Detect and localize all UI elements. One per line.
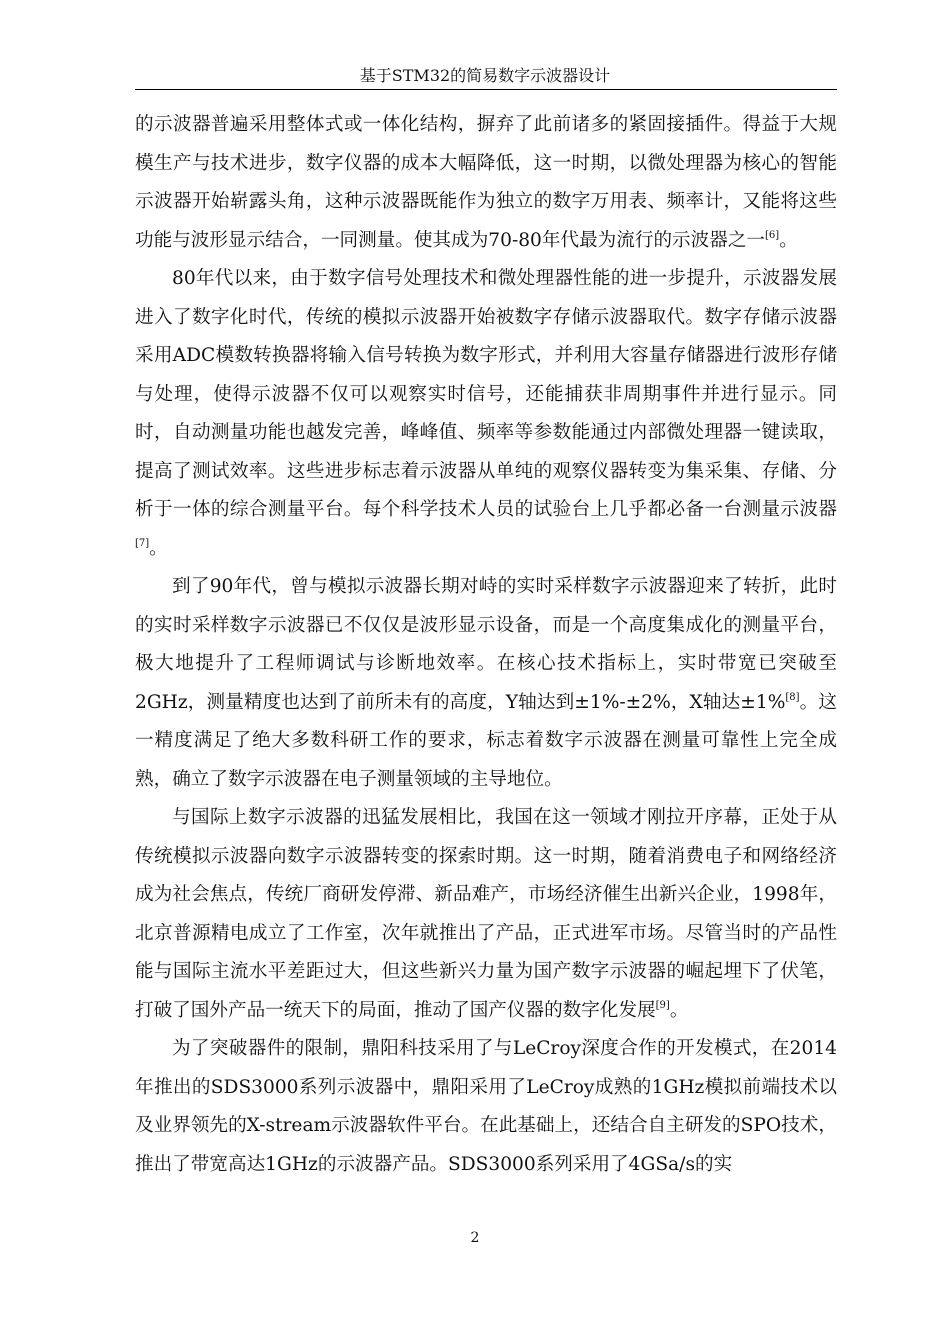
paragraph-1 bbox=[135, 106, 837, 260]
paragraph-2 bbox=[135, 260, 837, 568]
paragraph-tail: 。 bbox=[779, 229, 798, 251]
body-text bbox=[135, 106, 837, 1184]
paragraph-text: 到了90年代，曾与模拟示波器长期对峙的实时采样数字示波器迎来了转折，此时的实时采样数字示波器已不仅仅是波形显示设备，而是一个高度集成化的测量平台，极大地提升了工程师调试与诊断地效率。在核心技术指标上，实时带宽已突破至2GHz，测量精度也达到了前所未有的高度，Y轴达到±1%-±2%，X轴达±1% bbox=[135, 576, 837, 713]
paragraph-tail: 。 bbox=[149, 537, 168, 559]
paragraph-tail: 。这一精度满足了绝大多数科研工作的要求，标志着数字示波器在测量可靠性上完全成熟，确立了数字示波器在电子测量领域的主导地位。 bbox=[135, 691, 837, 790]
paragraph-text: 的示波器普遍采用整体式或一体化结构，摒弃了此前诸多的紧固接插件。得益于大规模生产与技术进步，数字仪器的成本大幅降低，这一时期，以微处理器为核心的智能示波器开始崭露头角，这种示波器既能作为独立的数字万用表、频率计，又能将这些功能与波形显示结合，一同测量。使其成为70-80年代最为流行的示波器之一 bbox=[135, 114, 837, 251]
paragraph-3 bbox=[135, 568, 837, 799]
paragraph-text: 与国际上数字示波器的迅猛发展相比，我国在这一领域才刚拉开序幕，正处于从传统模拟示波器向数字示波器转变的探索时期。这一时期，随着消费电子和网络经济成为社会焦点，传统厂商研发停滞、新品难产，市场经济催生出新兴企业，1998年，北京普源精电成立了工作室，次年就推出了产品，正式进军市场。尽管当时的产品性能与国际主流水平差距过大，但这些新兴力量为国产数字示波器的崛起埋下了伏笔，打破了国外产品一统天下的局面，推动了国产仪器的数字化发展 bbox=[135, 807, 837, 1021]
paragraph-text: 80年代以来，由于数字信号处理技术和微处理器性能的进一步提升，示波器发展进入了数字化时代，传统的模拟示波器开始被数字存储示波器取代。数字存储示波器采用ADC模数转换器将输入信号转换为数字形式，并利用大容量存储器进行波形存储与处理，使得示波器不仅可以观察实时信号，还能捕获非周期事件并进行显示。同时，自动测量功能也越发完善，峰峰值、频率等参数能通过内部微处理器一键读取，提高了测试效率。这些进步标志着示波器从单纯的观察仪器转变为集采集、存储、分析于一体的综合测量平台。每个科学技术人员的试验台上几乎都必备一台测量示波器 bbox=[135, 268, 837, 520]
paragraph-5 bbox=[135, 1030, 837, 1184]
page-number: 2 bbox=[470, 1230, 480, 1246]
citation-ref: [9] bbox=[655, 999, 670, 1011]
citation-ref: [8] bbox=[785, 691, 800, 703]
header-divider bbox=[135, 89, 837, 90]
paragraph-text: 为了突破器件的限制，鼎阳科技采用了与LeCroy深度合作的开发模式，在2014年推出的SDS3000系列示波器中，鼎阳采用了LeCroy成熟的1GHz模拟前端技术以及业界领先的X-stream示波器软件平台。在此基础上，还结合自主研发的SPO技术，推出了带宽高达1GHz的示波器产品。SDS3000系列采用了4GSa/s的实 bbox=[135, 1038, 837, 1175]
paragraph-4 bbox=[135, 799, 837, 1030]
running-header-title: 基于STM32的简易数字示波器设计 bbox=[359, 66, 611, 85]
paragraph-tail: 。 bbox=[669, 999, 689, 1021]
citation-ref: [7] bbox=[135, 537, 150, 549]
citation-ref: [6] bbox=[765, 229, 780, 241]
